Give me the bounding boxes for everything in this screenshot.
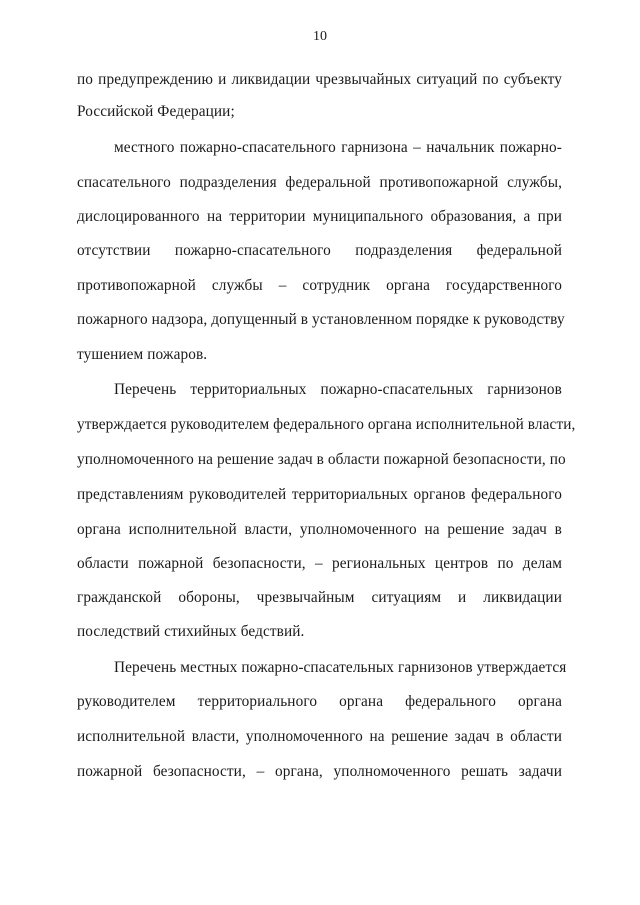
- text-line: органа исполнительной власти, уполномоченного на решение задач в: [77, 521, 562, 538]
- text-line: представлениям руководителей территориальных органов федерального: [77, 486, 562, 503]
- text-line: пожарной безопасности, – органа, уполномоченного решать задачи: [77, 763, 562, 780]
- text-line: исполнительной власти, уполномоченного на решение задач в области: [77, 728, 562, 745]
- text-line: Российской Федерации;: [77, 103, 235, 120]
- text-line: пожарного надзора, допущенный в установленном порядке к руководству: [77, 311, 565, 328]
- text-line: области пожарной безопасности, – региональных центров по делам: [77, 555, 562, 572]
- text-line: отсутствии пожарно-спасательного подразделения федеральной: [77, 242, 562, 259]
- text-line: утверждается руководителем федерального органа исполнительной власти,: [77, 416, 576, 433]
- text-line: руководителем территориального органа федерального органа: [77, 693, 562, 710]
- text-line: противопожарной службы – сотрудник органа государственного: [77, 277, 562, 294]
- text-line: последствий стихийных бедствий.: [77, 623, 305, 640]
- text-line: тушением пожаров.: [77, 346, 208, 363]
- text-line: гражданской обороны, чрезвычайным ситуациям и ликвидации: [77, 589, 562, 606]
- text-line: местного пожарно-спасательного гарнизона – начальник пожарно-: [114, 139, 562, 156]
- text-line: спасательного подразделения федеральной противопожарной службы,: [77, 174, 562, 191]
- text-line: по предупреждению и ликвидации чрезвычайных ситуаций по субъекту: [77, 71, 562, 88]
- text-line: Перечень местных пожарно-спасательных гарнизонов утверждается: [114, 659, 567, 676]
- text-line: дислоцированного на территории муниципального образования, а при: [77, 208, 562, 225]
- text-line: Перечень территориальных пожарно-спасательных гарнизонов: [114, 381, 562, 398]
- text-line: уполномоченного на решение задач в области пожарной безопасности, по: [77, 451, 566, 468]
- page-number: 10: [313, 29, 327, 44]
